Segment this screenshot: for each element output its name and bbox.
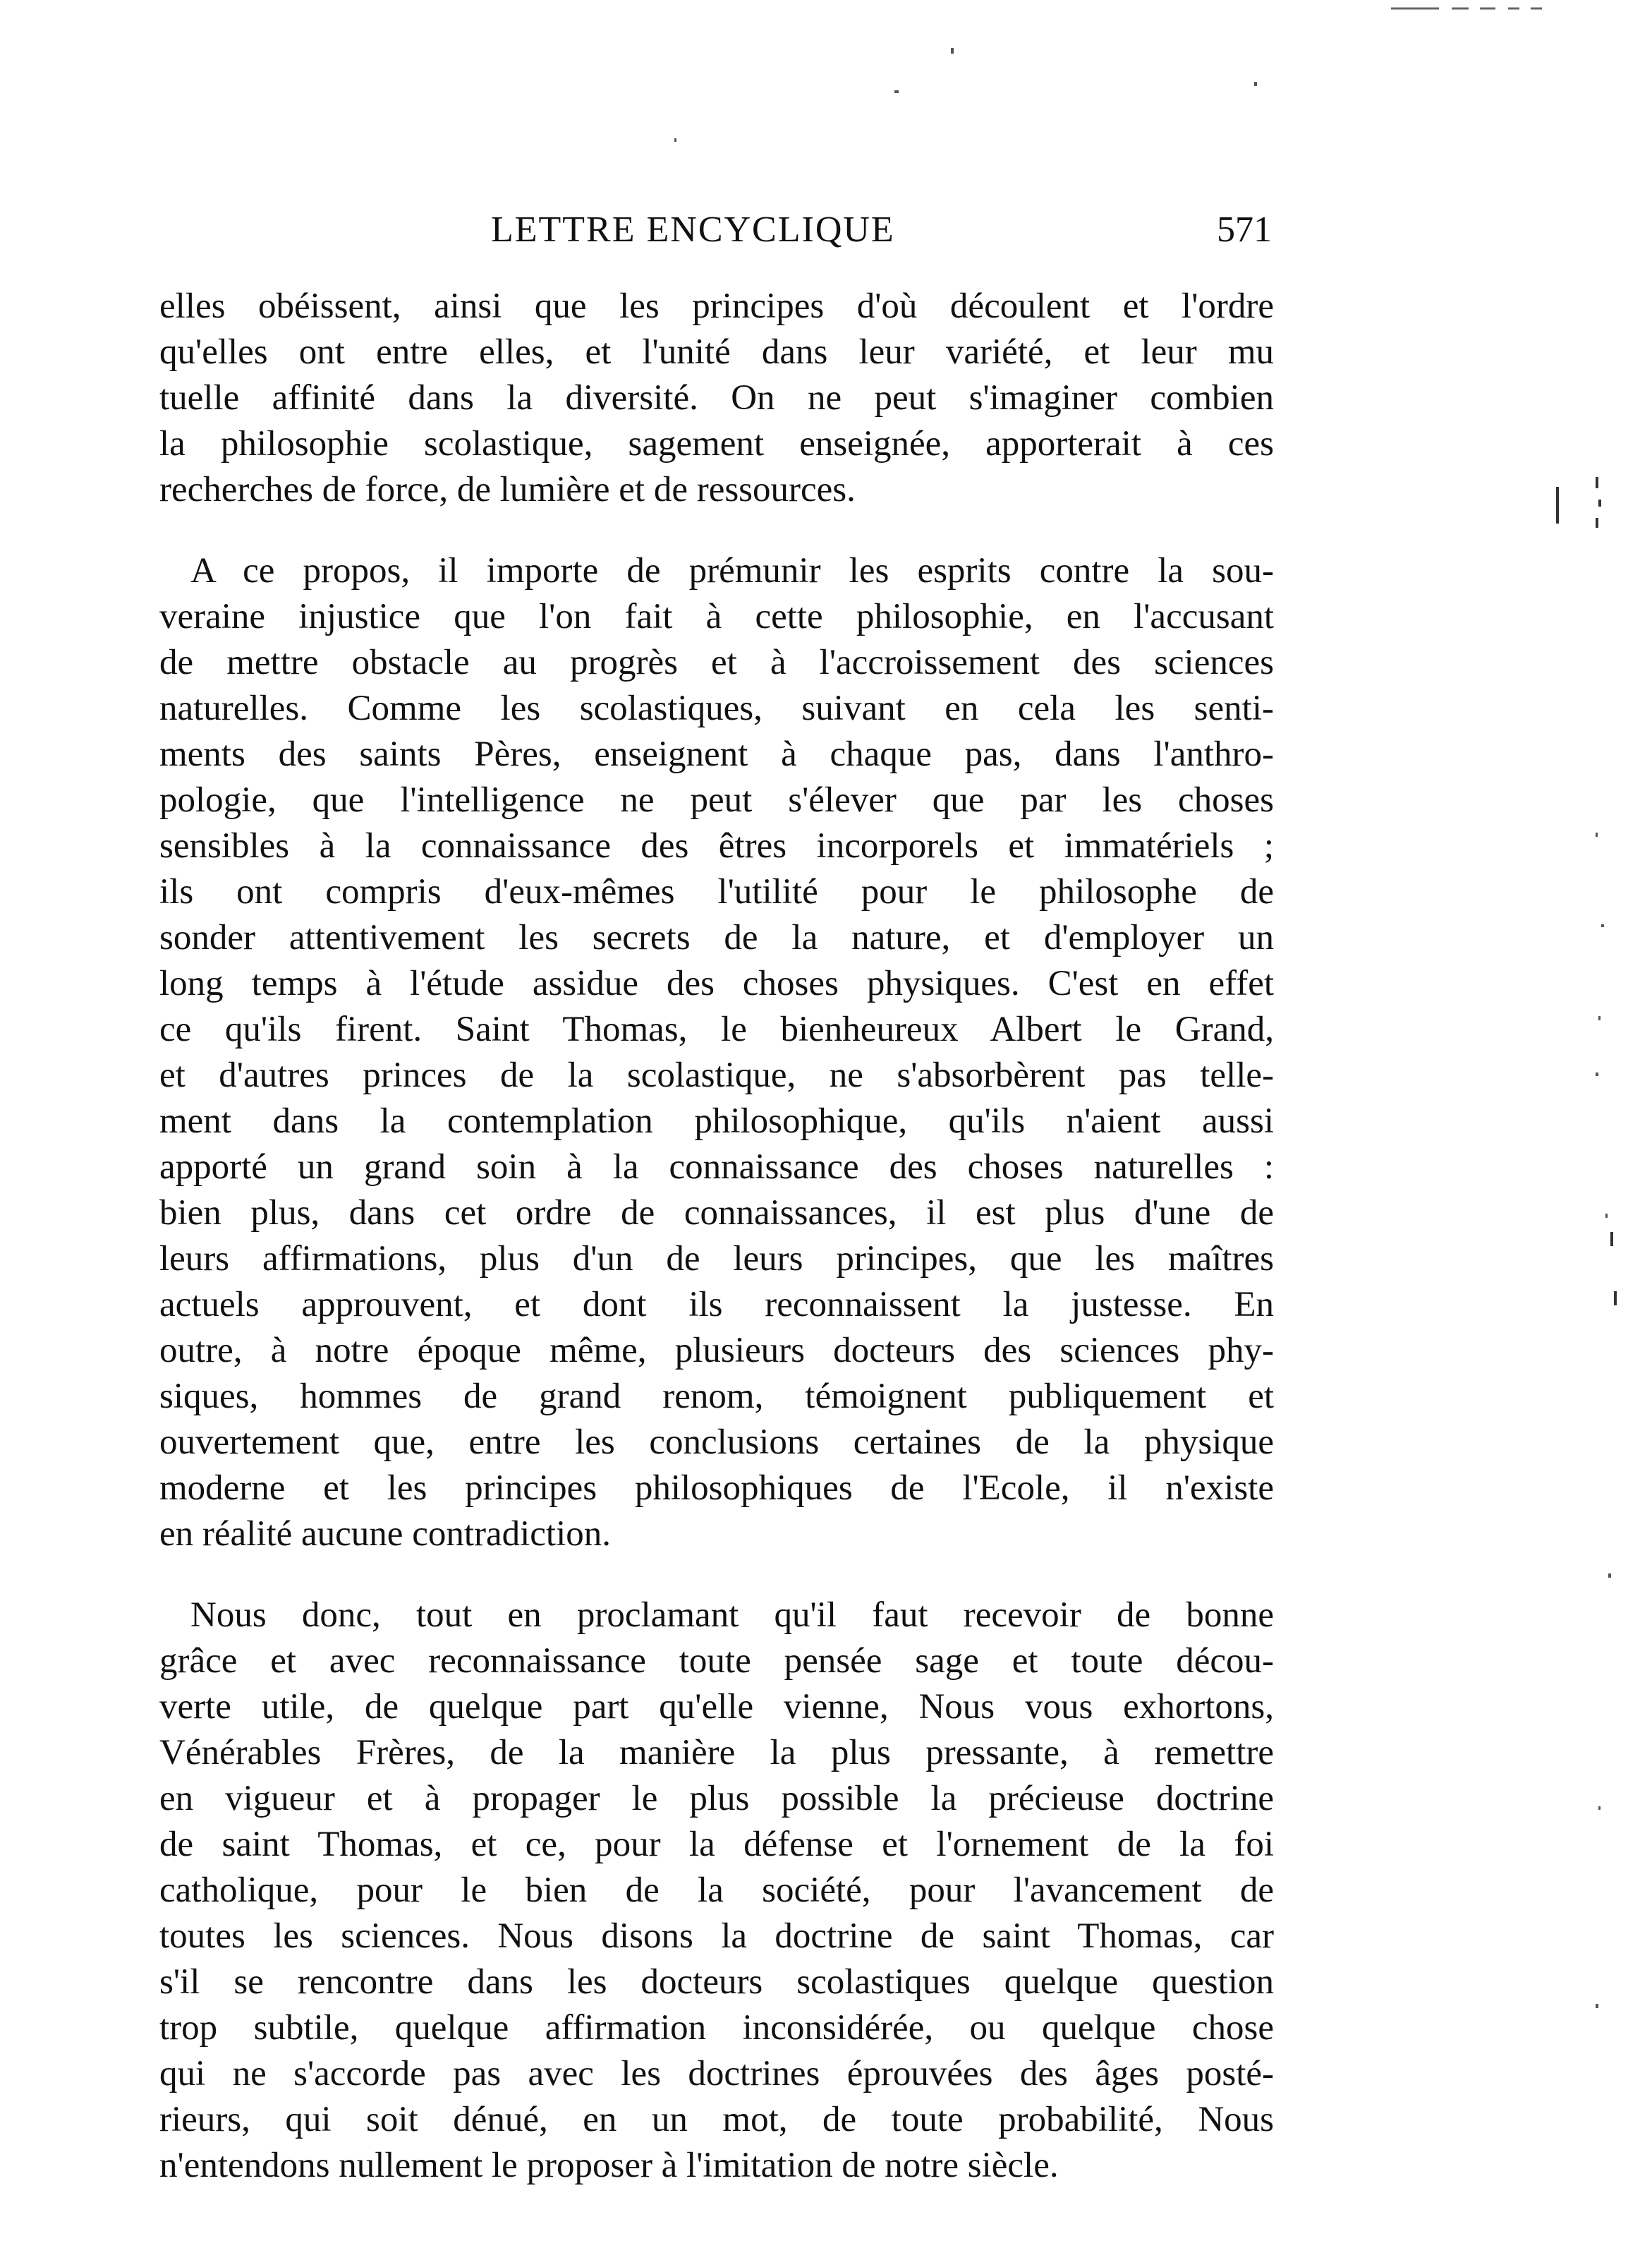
text-line: de mettre obstacle au progrès et à l'accroissement des sciences — [159, 643, 1274, 682]
text-line: actuels approuvent, et dont ils reconnaissent la justesse. En — [159, 1285, 1274, 1324]
page-number: 571 — [1217, 210, 1272, 250]
text-line: siques, hommes de grand renom, témoignent publiquement et — [159, 1377, 1274, 1416]
running-head — [159, 209, 1272, 258]
text-line: elles obéissent, ainsi que les principes d'où découlent et l'ordre — [159, 286, 1274, 326]
text-line: Vénérables Frères, de la manière la plus pressante, à remettre — [159, 1733, 1274, 1772]
text-line: rieurs, qui soit dénué, en un mot, de toute probabilité, Nous — [159, 2100, 1274, 2139]
text-line: trop subtile, quelque affirmation inconsidérée, ou quelque chose — [159, 2008, 1274, 2048]
text-line: leurs affirmations, plus d'un de leurs principes, que les maîtres — [159, 1239, 1274, 1279]
body-text — [159, 284, 1274, 2189]
paragraph — [159, 1593, 1274, 2189]
text-line: tuelle affinité dans la diversité. On ne peut s'imaginer combien — [159, 378, 1274, 418]
text-line: n'entendons nullement le proposer à l'imitation de notre siècle. — [159, 2146, 1059, 2185]
text-line: A ce propos, il importe de prémunir les esprits contre la sou- — [190, 551, 1274, 591]
text-line: catholique, pour le bien de la société, pour l'avancement de — [159, 1871, 1274, 1910]
paragraph — [159, 284, 1274, 513]
text-line: ce qu'ils firent. Saint Thomas, le bienheureux Albert le Grand, — [159, 1010, 1274, 1049]
text-line: qu'elles ont entre elles, et l'unité dans leur variété, et leur mu — [159, 332, 1274, 372]
margin-marks — [1557, 477, 1615, 1305]
text-line: pologie, que l'intelligence ne peut s'élever que par les choses — [159, 780, 1274, 820]
text-line: Nous donc, tout en proclamant qu'il faut recevoir de bonne — [190, 1595, 1274, 1635]
text-line: outre, à notre époque même, plusieurs docteurs des sciences phy- — [159, 1331, 1274, 1370]
text-line: moderne et les principes philosophiques de l'Ecole, il n'existe — [159, 1468, 1274, 1508]
text-line: de saint Thomas, et ce, pour la défense et l'ornement de la foi — [159, 1825, 1274, 1864]
text-line: ouvertement que, entre les conclusions certaines de la physique — [159, 1422, 1274, 1462]
paragraph — [159, 548, 1274, 1557]
text-line: apporté un grand soin à la connaissance des choses naturelles : — [159, 1147, 1274, 1187]
text-line: s'il se rencontre dans les docteurs scolastiques quelque question — [159, 1962, 1274, 2002]
text-line: en vigueur et à propager le plus possible la précieuse doctrine — [159, 1779, 1274, 1818]
text-line: grâce et avec reconnaissance toute pensée sage et toute décou- — [159, 1641, 1274, 1681]
text-line: ment dans la contemplation philosophique, qu'ils n'aient aussi — [159, 1101, 1274, 1141]
text-line: ments des saints Pères, enseignent à chaque pas, dans l'anthro- — [159, 735, 1274, 774]
running-title: LETTRE ENCYCLIQUE — [491, 210, 895, 250]
text-line: sonder attentivement les secrets de la nature, et d'employer un — [159, 918, 1274, 957]
text-line: bien plus, dans cet ordre de connaissances, il est plus d'une de — [159, 1193, 1274, 1233]
text-line: ils ont compris d'eux-mêmes l'utilité pour le philosophe de — [159, 872, 1274, 912]
paragraph-gap — [159, 513, 1274, 548]
text-line: sensibles à la connaissance des êtres incorporels et immatériels ; — [159, 826, 1274, 866]
text-line: veraine injustice que l'on fait à cette philosophie, en l'accusant — [159, 597, 1274, 636]
text-line: qui ne s'accorde pas avec les doctrines éprouvées des âges posté- — [159, 2054, 1274, 2093]
text-line: la philosophie scolastique, sagement enseignée, apporterait à ces — [159, 424, 1274, 464]
paragraph-gap — [159, 1557, 1274, 1593]
text-line: et d'autres princes de la scolastique, ne s'absorbèrent pas telle- — [159, 1056, 1274, 1095]
text-line: toutes les sciences. Nous disons la doctrine de saint Thomas, car — [159, 1916, 1274, 1956]
text-line: naturelles. Comme les scolastiques, suivant en cela les senti- — [159, 689, 1274, 728]
text-line: long temps à l'étude assidue des choses physiques. C'est en effet — [159, 964, 1274, 1003]
text-line: recherches de force, de lumière et de ressources. — [159, 470, 856, 509]
text-line: verte utile, de quelque part qu'elle vienne, Nous vous exhortons, — [159, 1687, 1274, 1727]
text-line: en réalité aucune contradiction. — [159, 1514, 612, 1554]
